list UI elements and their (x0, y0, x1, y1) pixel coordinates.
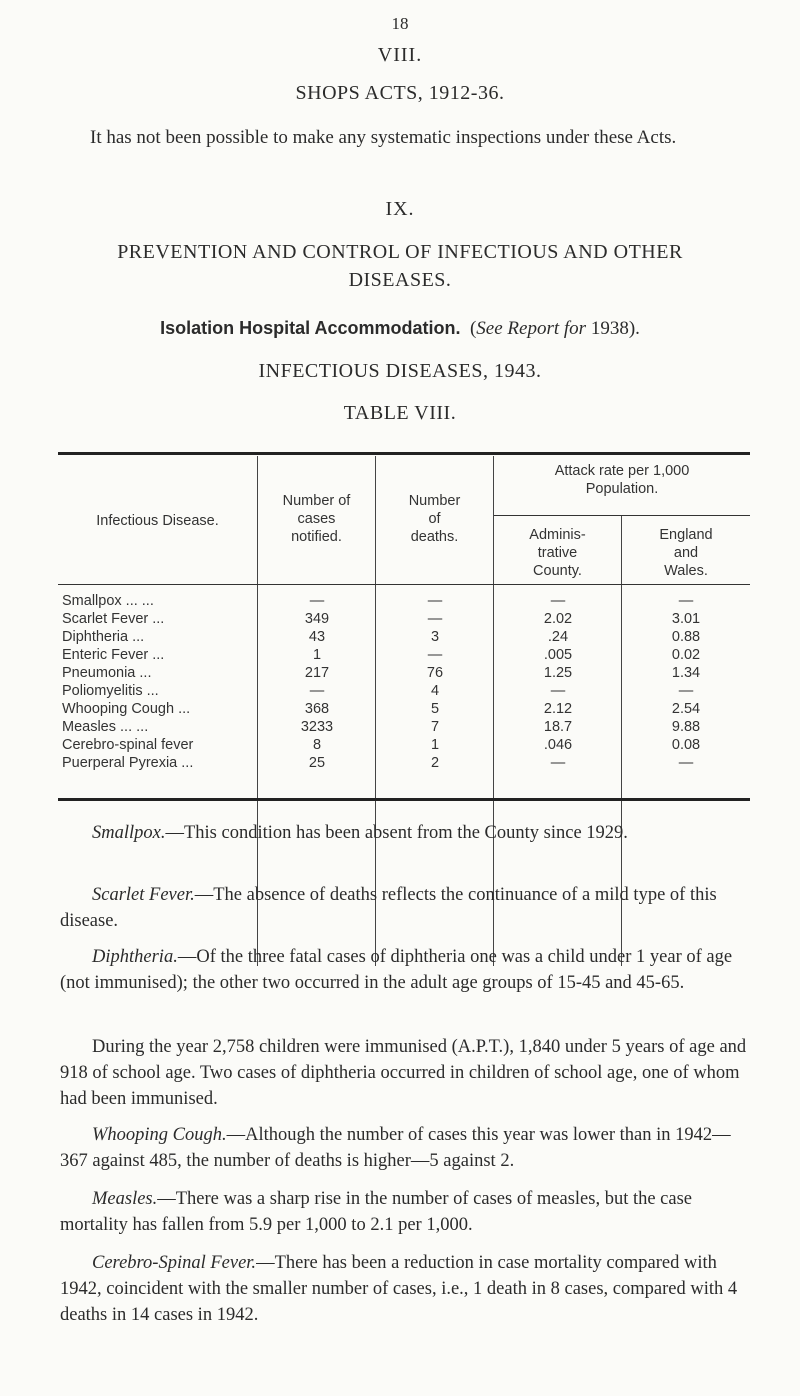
header-eng-line3: Wales. (664, 563, 708, 579)
row-deaths: — (427, 611, 443, 627)
paragraph-text: —The absence of deaths reflects the continuance of a mild type of this disease. (60, 885, 717, 931)
paragraph-whooping-cough (60, 1122, 752, 1174)
isolation-paren-open: ( (469, 318, 477, 339)
row-county-rate: .046 (543, 737, 573, 753)
row-county-rate: — (550, 755, 566, 771)
header-attack-underline (494, 515, 750, 516)
table-row (58, 701, 750, 718)
row-cases: 43 (308, 629, 326, 645)
header-england-wales (622, 526, 750, 580)
section-9-heading-line1: PREVENTION AND CONTROL OF INFECTIOUS AND OTHER (117, 241, 683, 263)
row-cases: 3233 (300, 719, 334, 735)
row-disease: Cerebro-spinal fever (62, 737, 194, 753)
paragraph-text: —There was a sharp rise in the number of cases of measles, but the case mortality has fallen from 5.9 per 1,000 to 2.1 per 1,000. (60, 1189, 693, 1235)
header-county-line1: Adminis- (529, 527, 586, 543)
row-cases: 349 (304, 611, 330, 627)
paragraph-lead: Cerebro-Spinal Fever. (92, 1253, 257, 1273)
page-number: 18 (391, 14, 409, 33)
row-england-rate: 2.54 (671, 701, 701, 717)
row-disease: Measles ... ... (62, 719, 149, 735)
isolation-bold-label: Isolation Hospital Accommodation. (160, 318, 461, 338)
header-county-line2: trative (537, 545, 578, 561)
paragraph-text: —Although the number of cases this year was lower than in 1942—367 against 485, the number of deaths is higher—5 against 2. (60, 1125, 731, 1171)
row-county-rate: 18.7 (543, 719, 573, 735)
row-county-rate: 2.12 (543, 701, 573, 717)
paragraph-diphtheria (60, 944, 752, 996)
paragraph-lead: Diphtheria. (92, 947, 178, 967)
row-county-rate: .24 (547, 629, 569, 645)
paragraph-lead: Measles. (92, 1189, 158, 1209)
table-row (58, 683, 750, 700)
row-disease: Diphtheria ... (62, 629, 145, 645)
header-bottom-rule (58, 584, 750, 585)
section-9-heading-line2: DISEASES. (348, 269, 452, 291)
row-county-rate: — (550, 593, 566, 609)
isolation-hospital-line (0, 318, 800, 340)
header-eng-line1: England (659, 527, 713, 543)
row-deaths: 5 (430, 701, 440, 717)
row-england-rate: 0.88 (671, 629, 701, 645)
paragraph-text: During the year 2,758 children were immunised (A.P.T.), 1,840 under 5 years of age and 918 of school age. Two cases of diphtheria occurred in children of school age, one of whom had been immunised. (60, 1037, 747, 1109)
table-row (58, 629, 750, 646)
paragraph-lead: Scarlet Fever. (92, 885, 195, 905)
table-row (58, 665, 750, 682)
paragraph-text: —There has been a reduction in case mortality compared with 1942, coincident with the smaller number of cases, i.e., 1 death in 8 cases, compared with 4 deaths in 14 cases in 1942. (60, 1253, 738, 1325)
section-8-numeral: VIII. (377, 44, 423, 66)
row-disease: Puerperal Pyrexia ... (62, 755, 194, 771)
row-cases: 217 (304, 665, 330, 681)
header-deaths-line1: Number (408, 493, 461, 509)
paragraph-scarlet-fever (60, 882, 752, 934)
row-deaths: 4 (430, 683, 440, 699)
row-england-rate: 9.88 (671, 719, 701, 735)
section-9-numeral: IX. (385, 198, 415, 220)
row-cases: 25 (308, 755, 326, 771)
row-england-rate: 0.08 (671, 737, 701, 753)
paragraph-text: —Of the three fatal cases of diphtheria one was a child under 1 year of age (not immunised); the other two occurred in the adult age groups of 15-45 and 45-65. (60, 947, 733, 993)
table-row (58, 593, 750, 610)
row-county-rate: .005 (543, 647, 573, 663)
header-cases-line3: notified. (291, 529, 342, 545)
paragraph-lead: Whooping Cough. (92, 1125, 227, 1145)
header-cases-line2: cases (297, 511, 336, 527)
row-deaths: 3 (430, 629, 440, 645)
row-england-rate: 0.02 (671, 647, 701, 663)
header-attack-rate (494, 462, 750, 498)
header-disease: Infectious Disease. (96, 513, 219, 529)
row-cases: 1 (312, 647, 322, 663)
row-deaths: 76 (426, 665, 444, 681)
table-heading: INFECTIOUS DISEASES, 1943. (258, 360, 542, 382)
header-cases (258, 492, 375, 546)
paragraph-immunisation (60, 1034, 752, 1112)
header-admin-county (494, 526, 621, 580)
header-cases-line1: Number of (282, 493, 351, 509)
table-caption: TABLE VIII. (343, 402, 457, 424)
isolation-year: 1938). (586, 318, 640, 339)
row-cases: 368 (304, 701, 330, 717)
paragraph-text: —This condition has been absent from the County since 1929. (165, 823, 628, 843)
table-row (58, 737, 750, 754)
row-cases: 8 (312, 737, 322, 753)
paragraph-measles (60, 1186, 752, 1238)
row-disease: Scarlet Fever ... (62, 611, 165, 627)
row-disease: Whooping Cough ... (62, 701, 191, 717)
row-deaths: 2 (430, 755, 440, 771)
row-cases: — (309, 593, 325, 609)
row-england-rate: — (678, 683, 694, 699)
isolation-see-report: See Report for (476, 318, 587, 339)
table-top-rule (58, 452, 750, 455)
row-deaths: 1 (430, 737, 440, 753)
table-row (58, 647, 750, 664)
row-england-rate: — (678, 593, 694, 609)
header-attack-line2: Population. (585, 481, 659, 497)
header-attack-line1: Attack rate per 1,000 (554, 463, 690, 479)
row-disease: Smallpox ... ... (62, 593, 154, 609)
row-deaths: — (427, 647, 443, 663)
header-deaths-line3: deaths. (410, 529, 459, 545)
section-8-body: It has not been possible to make any systematic inspections under these Acts. (90, 127, 677, 148)
row-disease: Poliomyelitis ... (62, 683, 159, 699)
row-county-rate: 2.02 (543, 611, 573, 627)
header-deaths-line2: of (428, 511, 441, 527)
header-deaths (376, 492, 493, 546)
row-deaths: — (427, 593, 443, 609)
table-row (58, 755, 750, 772)
table-bottom-rule (58, 798, 750, 801)
section-8-heading: SHOPS ACTS, 1912-36. (295, 82, 505, 104)
table-row (58, 719, 750, 736)
header-county-line3: County. (533, 563, 582, 579)
row-county-rate: — (550, 683, 566, 699)
row-disease: Enteric Fever ... (62, 647, 165, 663)
paragraph-smallpox (60, 820, 752, 846)
row-county-rate: 1.25 (543, 665, 573, 681)
row-england-rate: — (678, 755, 694, 771)
row-deaths: 7 (430, 719, 440, 735)
table-row (58, 611, 750, 628)
paragraph-cerebro-spinal (60, 1250, 752, 1328)
row-disease: Pneumonia ... (62, 665, 152, 681)
row-england-rate: 3.01 (671, 611, 701, 627)
row-england-rate: 1.34 (671, 665, 701, 681)
paragraph-lead: Smallpox. (92, 823, 166, 843)
header-eng-line2: and (673, 545, 699, 561)
section-9-heading (0, 238, 800, 294)
row-cases: — (309, 683, 325, 699)
